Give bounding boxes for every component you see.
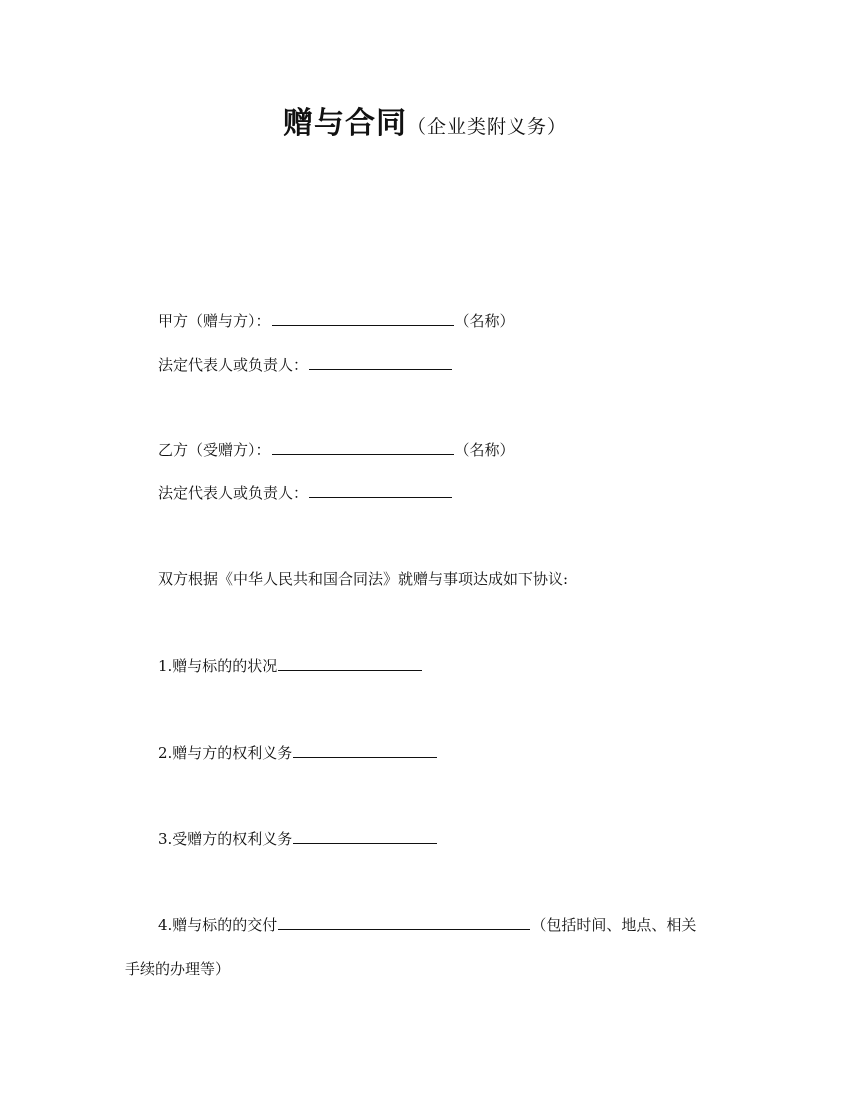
preamble: 双方根据《中华人民共和国合同法》就赠与事项达成如下协议: xyxy=(158,570,569,588)
document-title xyxy=(0,98,850,142)
clause-3-label: 3.受赠方的权利义务 xyxy=(158,830,293,848)
clause-4-continuation: 手续的办理等） xyxy=(125,960,231,978)
party-a-rep-blank[interactable] xyxy=(309,353,452,370)
clause-4 xyxy=(158,913,696,936)
clause-2-label: 2.赠与方的权利义务 xyxy=(158,744,293,762)
clause-1-label: 1.赠与标的的状况 xyxy=(158,657,278,675)
clause-4-suffix: （包括时间、地点、相关 xyxy=(531,916,697,934)
party-b-suffix: （名称） xyxy=(454,441,515,459)
clause-2-blank[interactable] xyxy=(293,741,437,758)
party-a-line xyxy=(158,309,515,332)
party-b-line xyxy=(158,438,515,461)
clause-1 xyxy=(158,654,423,677)
clause-2 xyxy=(158,741,438,764)
party-b-label: 乙方（受赠方）： xyxy=(158,441,271,459)
clause-3 xyxy=(158,827,438,850)
party-a-name-blank[interactable] xyxy=(272,309,454,326)
title-subtitle: （企业类附义务） xyxy=(406,116,567,138)
title-main: 赠与合同 xyxy=(282,106,407,141)
party-a-rep-line xyxy=(158,353,453,376)
party-a-suffix: （名称） xyxy=(454,312,515,330)
clause-4-label: 4.赠与标的的交付 xyxy=(158,916,278,934)
clause-4-blank[interactable] xyxy=(278,913,530,930)
party-b-rep-label: 法定代表人或负责人： xyxy=(158,484,309,502)
party-b-name-blank[interactable] xyxy=(272,438,454,455)
party-a-rep-label: 法定代表人或负责人： xyxy=(158,356,309,374)
party-b-rep-line xyxy=(158,481,453,504)
party-b-rep-blank[interactable] xyxy=(309,481,452,498)
clause-3-blank[interactable] xyxy=(293,827,437,844)
party-a-label: 甲方（赠与方）： xyxy=(158,312,271,330)
clause-1-blank[interactable] xyxy=(278,654,422,671)
